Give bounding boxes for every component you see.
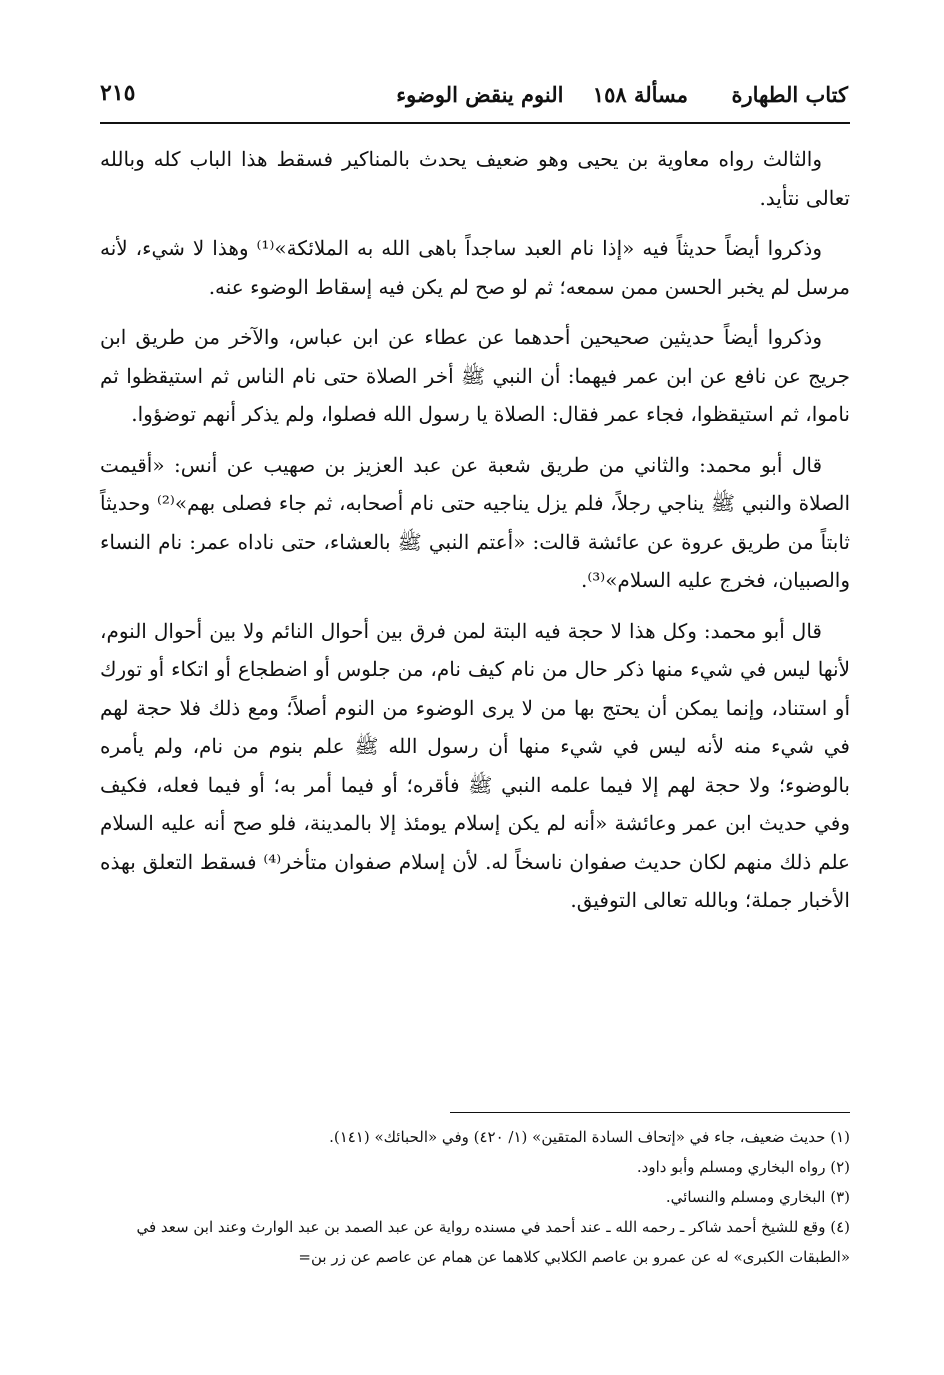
page-number: ٢١٥ — [100, 80, 136, 106]
footnote: (١) حديث ضعيف، جاء في «إتحاف السادة المتقين» (١/ ٤٢٠) وفي «الحبائك» (١٤١). — [329, 1128, 850, 1146]
book-title: كتاب الطهارة — [731, 82, 848, 107]
issue-title: النوم ينقض الوضوء — [396, 82, 564, 107]
main-text — [100, 140, 850, 932]
paragraph: وذكروا أيضاً حديثين صحيحين أحدهما عن عطاء عن ابن عباس، والآخر من طريق ابن جريج عن نافع عن ابن عمر فيهما: أن النبي ﷺ أخر الصلاة حتى نام الناس ثم استيقظوا ثم ناموا، ثم استيقظوا، فجاء عمر فقال: الصلاة يا رسول الله فصلوا، ولم يذكر أنهم توضؤوا. — [100, 325, 850, 426]
footnote: (٤) وقع للشيخ أحمد شاكر ـ رحمه الله ـ عند أحمد في مسنده رواية عن عبد الصمد بن عبد الوارث وعند ابن سعد في «الطبقات الكبرى» له عن عمرو بن عاصم الكلابي كلاهما عن همام عن عاصم عن زر بن= — [136, 1218, 850, 1266]
issue-heading — [374, 82, 688, 107]
paragraph: قال أبو محمد: وكل هذا لا حجة فيه البتة لمن فرق بين أحوال النائم ولا بين أحوال النوم، لأنها ليس في شيء منها ذكر حال من نام كيف نام، من جلوس أو اضطجاع أو اتكاء أو تورك أو استناد، وإنما يمكن أن يحتج بها من لا يرى الوضوء من النوم أصلاً؛ ومع ذلك فلا حجة لهم في شيء منه لأنه ليس في شيء منها أن رسول الله ﷺ علم بنوم من نام، ولم يأمره بالوضوء؛ ولا حجة لهم إلا فيما علمه النبي ﷺ فأقره؛ أو فيما أمر به؛ أو فيما فعله، فكيف وفي حديث ابن عمر وعائشة «أنه لم يكن إسلام يومئذ إلا بالمدينة، فلو صح أنه عليه السلام علم ذلك منهم لكان حديث صفوان ناسخاً له. لأن إسلام صفوان متأخر⁽⁴⁾ فسقط التعلق بهذه الأخبار جملة؛ وبالله تعالى التوفيق. — [100, 618, 850, 912]
paragraph: وذكروا أيضاً حديثاً فيه «إذا نام العبد ساجداً باهى الله به الملائكة»⁽¹⁾ وهذا لا شيء، لأنه مرسل لم يخبر الحسن ممن سمعه؛ ثم لو صح لم يكن فيه إسقاط الوضوء عنه. — [100, 236, 850, 299]
paragraph: والثالث رواه معاوية بن يحيى وهو ضعيف يحدث بالمناكير فسقط هذا الباب كله وبالله تعالى نتأيد. — [100, 147, 850, 210]
footnotes — [100, 1122, 850, 1272]
issue-label: مسألة ١٥٨ — [592, 82, 688, 107]
header-divider — [100, 122, 850, 124]
paragraph: قال أبو محمد: والثاني من طريق شعبة عن عبد العزيز بن صهيب عن أنس: «أقيمت الصلاة والنبي ﷺ يناجي رجلاً، فلم يزل يناجيه حتى نام أصحابه، ثم جاء فصلى بهم»⁽²⁾ وحديثاً ثابتاً من طريق عروة عن عائشة قالت: «أعتم النبي ﷺ بالعشاء، حتى ناداه عمر: نام النساء والصبيان، فخرج عليه السلام»⁽³⁾. — [100, 452, 851, 592]
footnote: (٢) رواه البخاري ومسلم وأبو داود. — [636, 1158, 850, 1176]
running-header — [100, 78, 848, 118]
footnote-divider — [450, 1112, 850, 1113]
footnote: (٣) البخاري ومسلم والنسائي. — [665, 1188, 850, 1206]
